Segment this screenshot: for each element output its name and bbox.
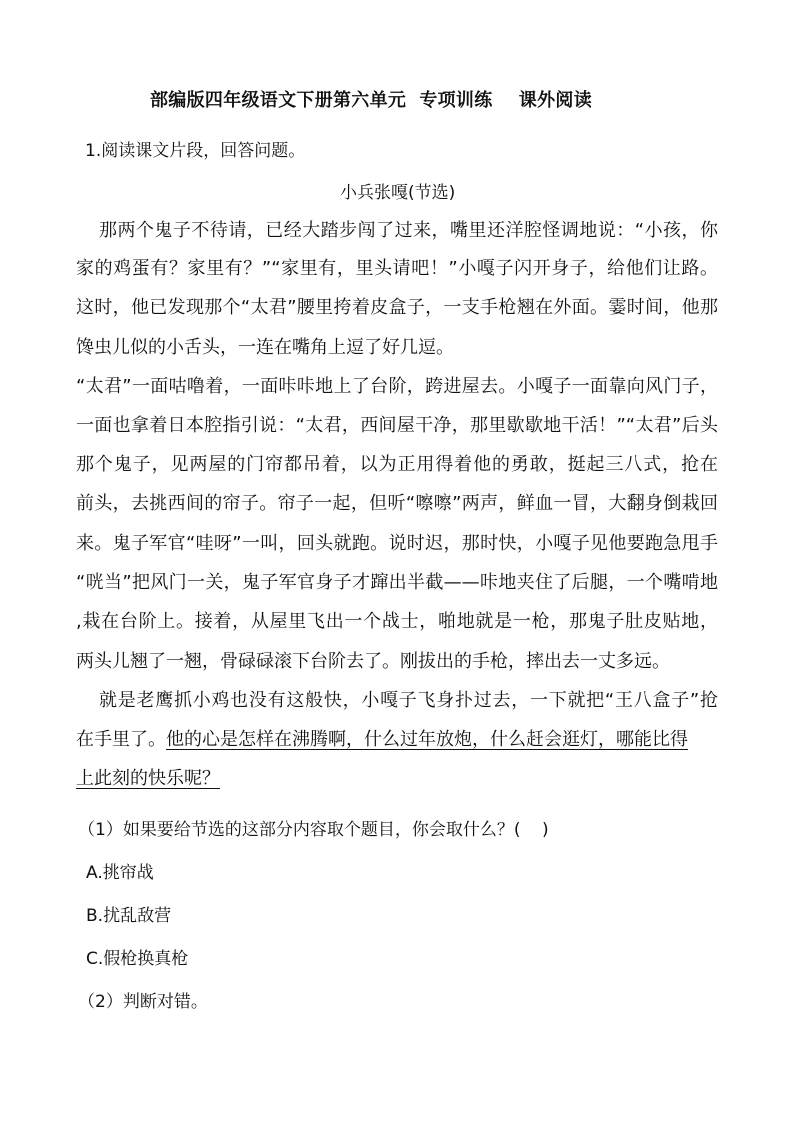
passage-line: 一面也拿着日本腔指引说：“太君，西间屋干净，那里歇歇地干活！”“太君”后头	[76, 415, 718, 436]
passage-line: 馋虫儿似的小舌头，一连在嘴角上逗了好几逗。	[76, 337, 454, 358]
sub-question-1: （1）如果要给节选的这部分内容取个题目，你会取什么？( )	[78, 820, 549, 840]
document-title: 部编版四年级语文下册第六单元 专项训练 课外阅读	[150, 90, 592, 111]
underlined-sentence: 他的心是怎样在沸腾啊，什么过年放炮，什么赶会逛灯，哪能比得	[166, 729, 688, 750]
passage-text: 在手里了。	[76, 729, 166, 750]
option-c: C.假枪换真枪	[86, 949, 189, 969]
passage-line: 来。鬼子军官“哇呀”一叫，回头就跑。说时迟，那时快，小嘎子见他要跑急甩手	[76, 533, 718, 554]
passage-line: 就是老鹰抓小鸡也没有这般快，小嘎子飞身扑过去，一下就把“王八盒子”抢	[99, 690, 718, 711]
passage-line: 那个鬼子，见两屋的门帘都吊着，以为正用得着他的勇敢，挺起三八式，抢在	[76, 454, 718, 475]
passage-line: 两头儿翘了一翘，骨碌碌滚下台阶去了。刚拔出的手枪，摔出去一丈多远。	[76, 651, 670, 672]
passage-line: “咣当”把风门一关，鬼子军官身子才蹿出半截——咔地夹住了后腿，一个嘴啃地	[76, 572, 718, 593]
question-1: 1.阅读课文片段，回答问题。	[85, 141, 306, 161]
passage-line: 那两个鬼子不待请，已经大踏步闯了过来，嘴里还洋腔怪调地说：“小孩，你	[99, 220, 718, 241]
passage-line: 前头，去挑西间的帘子。帘子一起，但听“嚓嚓”两声，鲜血一冒，大翻身倒栽回	[76, 493, 718, 514]
passage-title: 小兵张嘎(节选)	[340, 183, 456, 203]
option-a: A.挑帘战	[86, 863, 154, 883]
passage-line: “太君”一面咕噜着，一面咔咔地上了台阶，跨进屋去。小嘎子一面靠向风门子，	[76, 376, 718, 397]
passage-line: ,栽在台阶上。接着，从屋里飞出一个战士，啪地就是一枪，那鬼子肚皮贴地，	[76, 611, 718, 632]
sub-question-2: （2）判断对错。	[78, 992, 208, 1012]
passage-line: 家的鸡蛋有？家里有？”“家里有，里头请吧！”小嘎子闪开身子，给他们让路。	[76, 258, 718, 279]
underlined-sentence-continued: 上此刻的快乐呢？	[76, 768, 220, 789]
option-b: B.扰乱敌营	[86, 906, 172, 926]
passage-line	[76, 729, 688, 751]
passage-line: 这时，他已发现那个“太君”腰里挎着皮盒子，一支手枪翘在外面。霎时间，他那	[76, 297, 718, 318]
